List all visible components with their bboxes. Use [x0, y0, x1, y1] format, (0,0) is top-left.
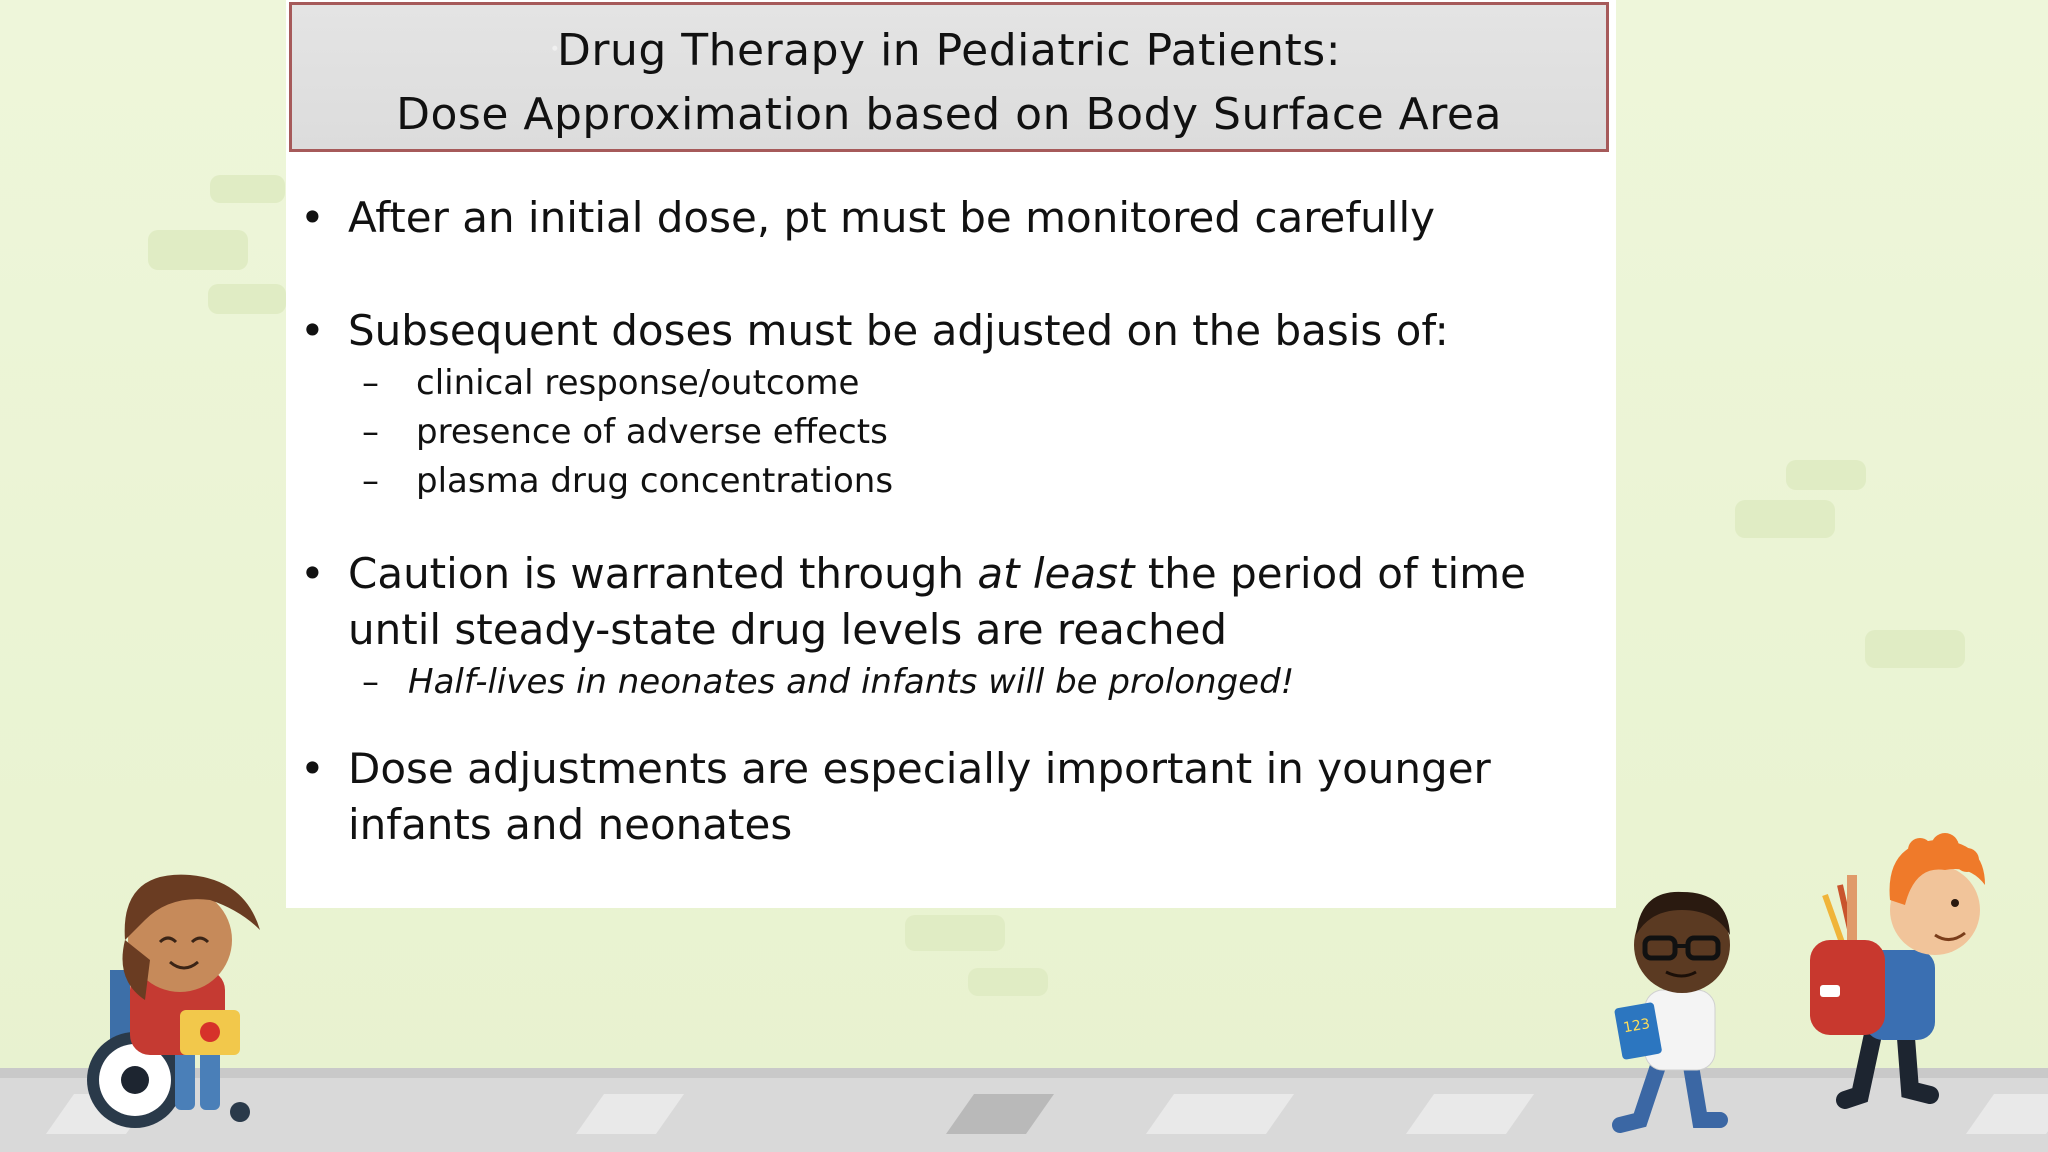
slide-title-line-2: Dose Approximation based on Body Surface Area	[396, 89, 1502, 140]
slide-title-box	[289, 2, 1609, 152]
bullet-emphasis: at least	[977, 549, 1135, 598]
bullet-item	[300, 190, 1600, 246]
bullet-item	[300, 741, 1600, 797]
floor-tile	[576, 1094, 684, 1134]
sub-bullet-text: plasma drug concentrations	[416, 461, 894, 501]
dash-glyph: –	[362, 363, 379, 403]
sub-bullet-text: Half-lives in neonates and infants will be prolonged!	[408, 662, 1295, 702]
bullet-glyph: •	[300, 549, 325, 598]
bullet-text: Dose adjustments are especially important in younger	[348, 744, 1491, 793]
background-brick	[905, 915, 1005, 951]
sub-bullet-text: clinical response/outcome	[416, 363, 860, 403]
child-with-glasses-illustration	[1600, 880, 1760, 1140]
bullet-text: infants and neonates	[348, 800, 793, 849]
bullet-glyph: •	[300, 744, 325, 793]
sub-bullet-item	[300, 408, 1600, 457]
child-with-backpack-illustration	[1795, 825, 1995, 1125]
dash-glyph: –	[362, 412, 379, 452]
child-in-wheelchair-illustration	[70, 850, 310, 1130]
book-label: 123	[1622, 1015, 1652, 1037]
floor-tile	[1406, 1094, 1534, 1134]
sub-bullet-item	[300, 457, 1600, 506]
slide-title-line-1: Drug Therapy in Pediatric Patients:	[556, 25, 1342, 76]
bullet-item	[300, 546, 1600, 602]
background-brick	[1786, 460, 1866, 490]
bullet-text-part: the period of time	[1134, 549, 1526, 598]
background-brick	[210, 175, 285, 203]
bullet-continuation	[300, 602, 1600, 658]
dash-glyph: –	[362, 662, 379, 702]
bullet-glyph: •	[300, 306, 325, 355]
bullet-text: Subsequent doses must be adjusted on the basis of:	[348, 306, 1449, 355]
floor-tile	[1146, 1094, 1294, 1134]
bullet-text-part: Caution is warranted through	[348, 549, 978, 598]
background-brick	[1735, 500, 1835, 538]
dash-glyph: –	[362, 461, 379, 501]
background-brick	[968, 968, 1048, 996]
sub-bullet-item	[300, 359, 1600, 408]
sub-bullet-item	[300, 658, 1600, 707]
bullet-list	[300, 190, 1600, 853]
bullet-item	[300, 303, 1600, 359]
floor-tile	[946, 1094, 1054, 1134]
background-brick	[208, 284, 286, 314]
background-brick	[1865, 630, 1965, 668]
background-brick	[148, 230, 248, 270]
bullet-text: until steady-state drug levels are reached	[348, 605, 1228, 654]
bullet-glyph: •	[300, 193, 325, 242]
bullet-continuation	[300, 797, 1600, 853]
sub-bullet-text: presence of adverse effects	[416, 412, 888, 452]
bullet-text: After an initial dose, pt must be monitored carefully	[348, 193, 1435, 242]
